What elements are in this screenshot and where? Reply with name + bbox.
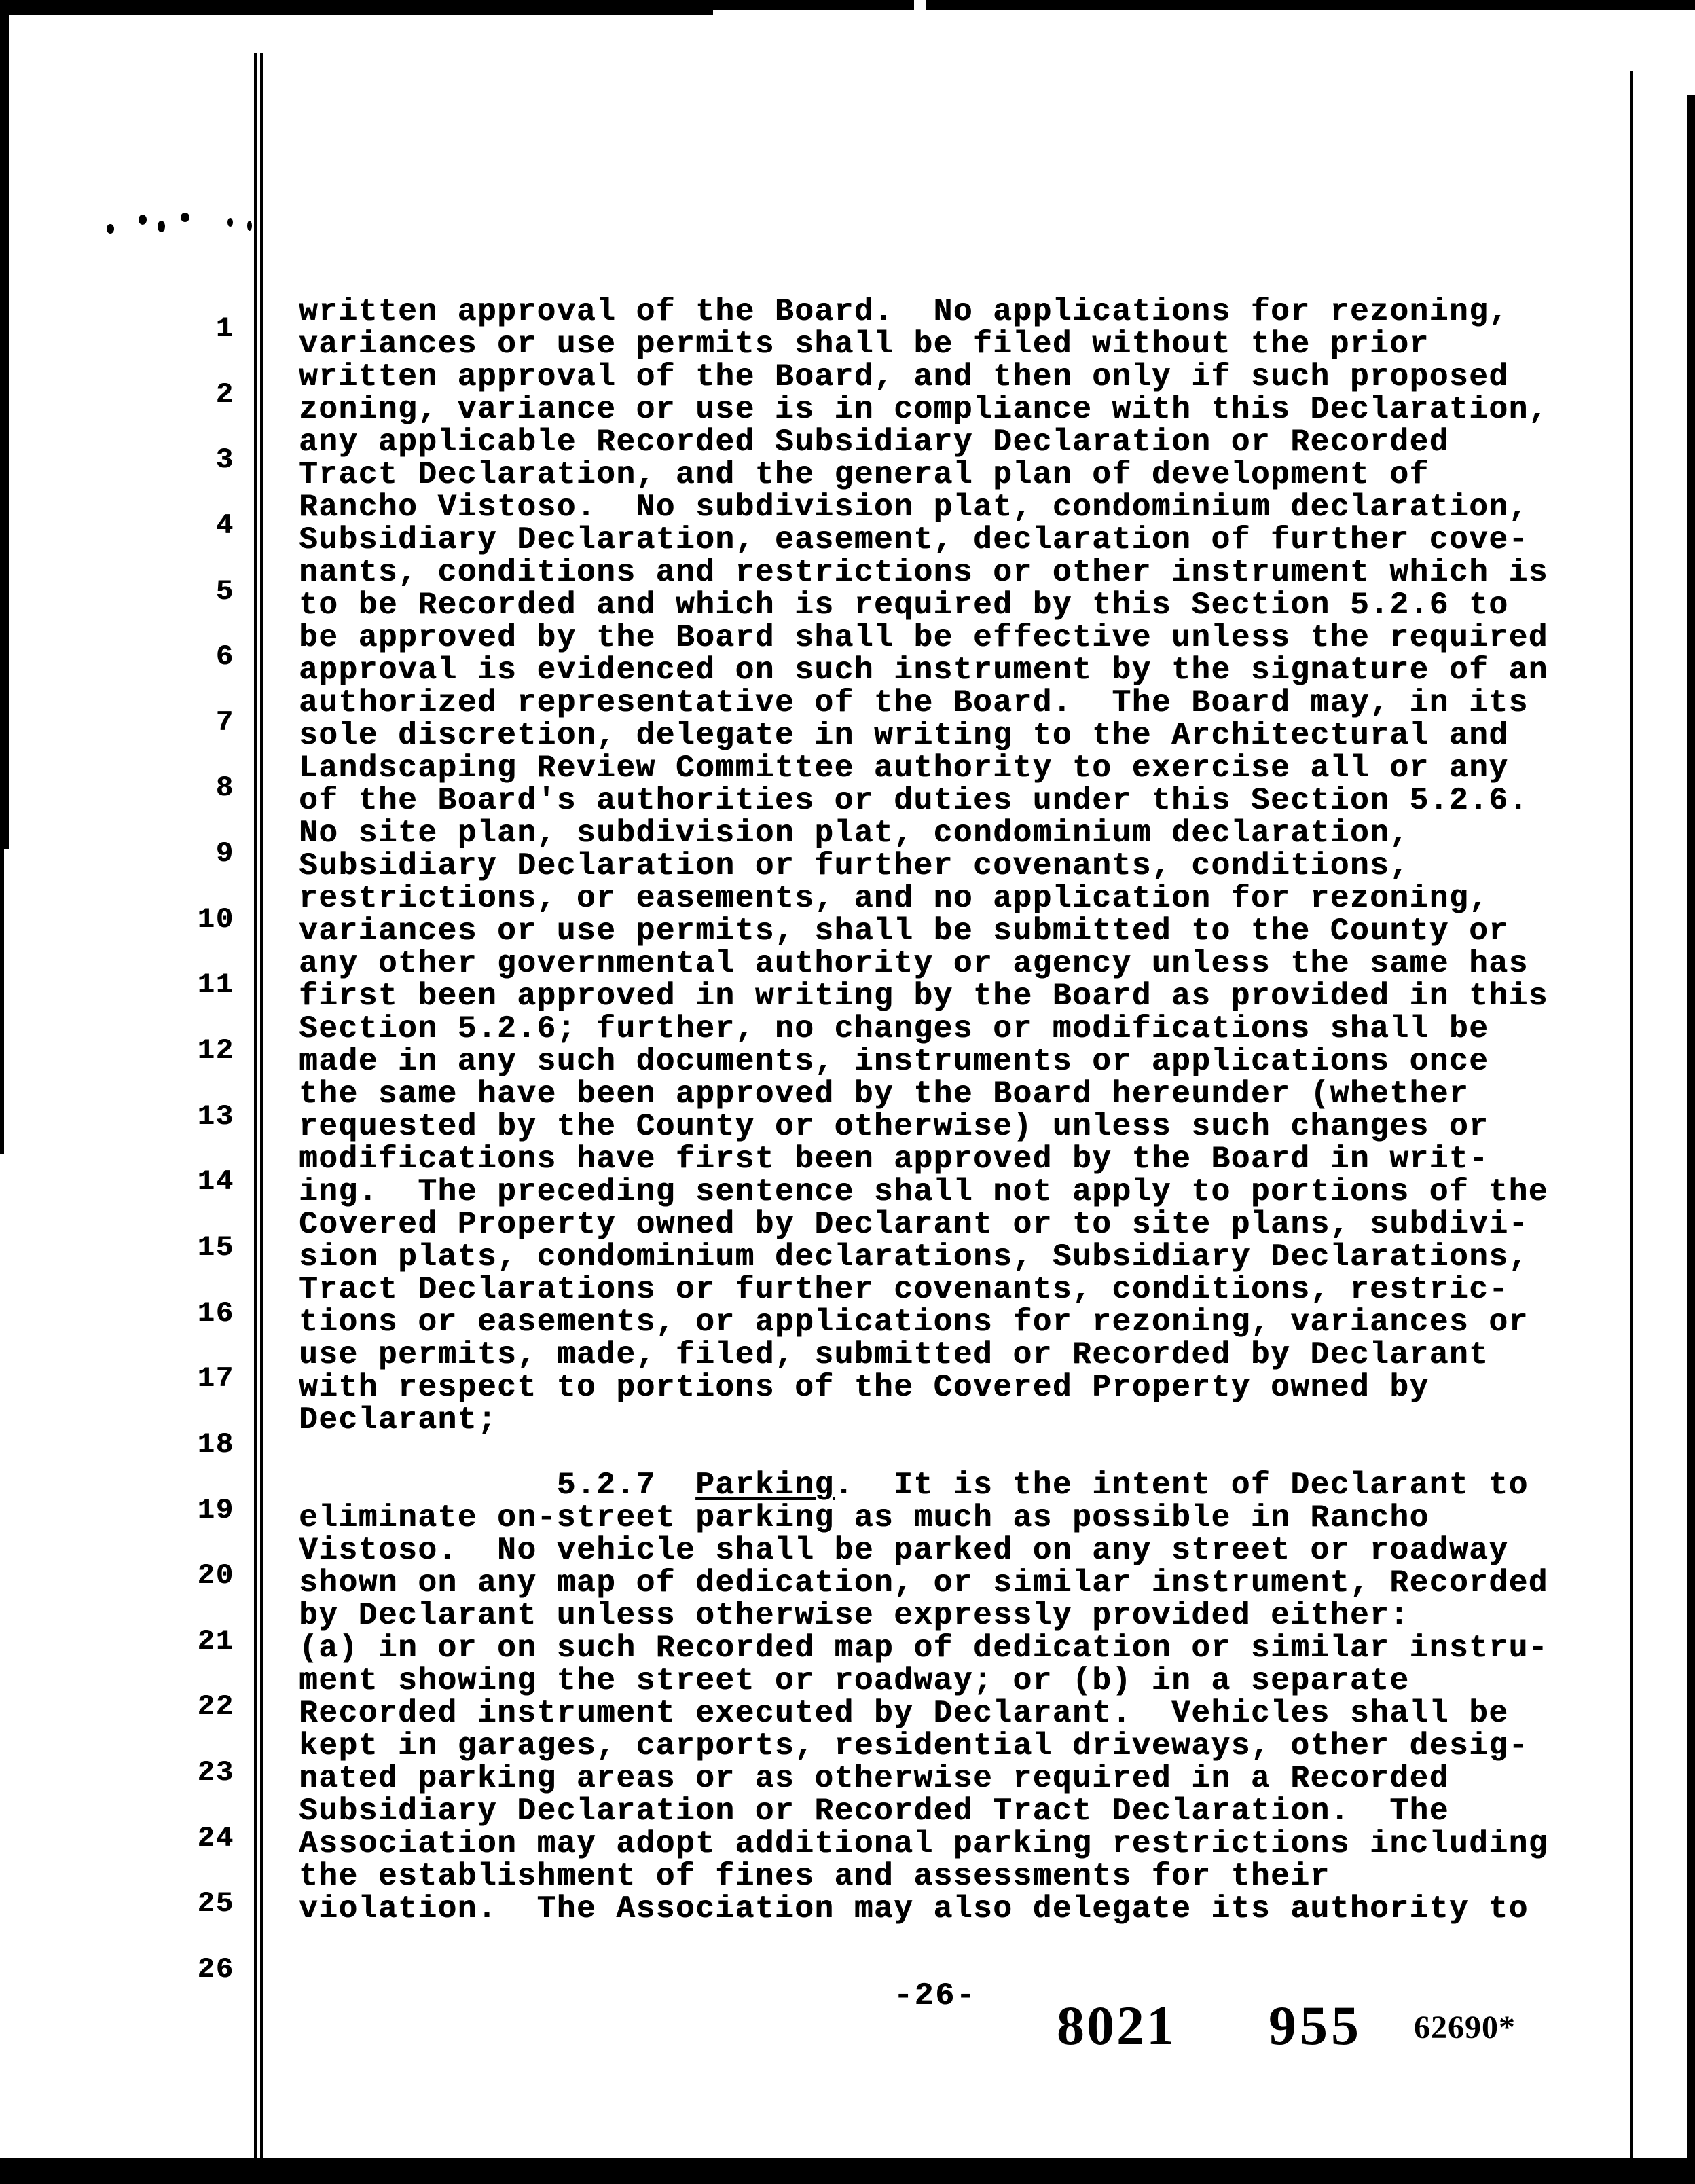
text-line: kept in garages, carports, residential driveways, other desig-	[299, 1728, 1529, 1764]
text-line: Declarant;	[299, 1402, 498, 1438]
text-line: nated parking areas or as otherwise required in a Recorded	[299, 1761, 1449, 1796]
document-body	[299, 295, 1589, 1925]
stamp-doc-code: 62690*	[1414, 2009, 1516, 2045]
text-line: tions or easements, or applications for rezoning, variances or	[299, 1305, 1529, 1340]
text-line: eliminate on-street parking as much as possible in Rancho	[299, 1500, 1429, 1535]
pleading-rule-left-inner	[260, 53, 263, 2158]
text-line: violation. The Association may also delegate its authority to	[299, 1891, 1529, 1927]
text-line: the establishment of fines and assessments for their	[299, 1859, 1330, 1894]
scan-edge-right	[1687, 95, 1695, 2184]
scan-edge-left-lower	[0, 849, 4, 1154]
line-number: 19	[197, 1494, 234, 1527]
text-line: variances or use permits, shall be submitted to the County or	[299, 913, 1509, 949]
line-number: 24	[197, 1822, 234, 1855]
text-line: by Declarant unless otherwise expressly provided either:	[299, 1598, 1410, 1633]
line-number: 14	[197, 1165, 234, 1198]
text-line: Vistoso. No vehicle shall be parked on any street or roadway	[299, 1533, 1509, 1568]
scan-dot	[139, 215, 147, 225]
text-line: with respect to portions of the Covered Property owned by	[299, 1370, 1429, 1405]
text-line: Covered Property owned by Declarant or to site plans, subdivi-	[299, 1207, 1529, 1242]
line-number: 26	[197, 1953, 234, 1986]
line-number: 20	[197, 1559, 234, 1592]
line-number: 13	[197, 1100, 234, 1133]
text-line: Association may adopt additional parking restrictions including	[299, 1826, 1548, 1861]
text-line: (a) in or on such Recorded map of dedication or similar instru-	[299, 1631, 1548, 1666]
text-line: variances or use permits shall be filed without the prior	[299, 327, 1429, 362]
text-line: ing. The preceding sentence shall not apply to portions of the	[299, 1174, 1548, 1209]
text-line: be approved by the Board shall be effective unless the required	[299, 620, 1548, 655]
scan-edge-left	[0, 0, 9, 849]
text-line: sole discretion, delegate in writing to the Architectural and	[299, 718, 1509, 753]
text-line: approval is evidenced on such instrument by the signature of an	[299, 653, 1548, 688]
stamp-page-number: 955	[1269, 1995, 1362, 2056]
scan-edge-bottom	[0, 2158, 1695, 2184]
text-line: authorized representative of the Board. The Board may, in its	[299, 685, 1529, 721]
text-line: any applicable Recorded Subsidiary Declaration or Recorded	[299, 424, 1449, 460]
line-number: 18	[197, 1428, 234, 1461]
line-number: 3	[215, 443, 234, 476]
text-line: made in any such documents, instruments or applications once	[299, 1044, 1489, 1079]
line-number: 6	[215, 640, 234, 673]
line-number: 22	[197, 1690, 234, 1723]
line-number: 12	[197, 1034, 234, 1067]
text-line	[299, 1469, 1589, 1502]
text-line	[299, 1436, 1589, 1469]
scan-edge-top-left	[0, 0, 713, 15]
text-line: of the Board's authorities or duties under this Section 5.2.6.	[299, 783, 1529, 818]
line-number: 16	[197, 1297, 234, 1330]
stamp-book-number: 8021	[1057, 1995, 1176, 2056]
section-heading-underlined: Parking	[695, 1468, 835, 1503]
text-line: ment showing the street or roadway; or (b) in a separate	[299, 1663, 1410, 1698]
line-number: 4	[215, 509, 234, 542]
scan-dot	[107, 224, 114, 234]
text-line: Subsidiary Declaration or further covenants, conditions,	[299, 848, 1410, 884]
text-line: Recorded instrument executed by Declarant. Vehicles shall be	[299, 1696, 1509, 1731]
text-line: zoning, variance or use is in compliance with this Declaration,	[299, 392, 1548, 427]
text-line: Section 5.2.6; further, no changes or modifications shall be	[299, 1011, 1489, 1046]
text-line: any other governmental authority or agency unless the same has	[299, 946, 1529, 981]
text-line: Tract Declarations or further covenants, conditions, restric-	[299, 1272, 1509, 1307]
text-line: use permits, made, filed, submitted or Recorded by Declarant	[299, 1337, 1489, 1372]
line-number: 10	[197, 903, 234, 936]
text-line: sion plats, condominium declarations, Subsidiary Declarations,	[299, 1239, 1529, 1275]
line-number: 5	[215, 575, 234, 608]
line-number: 23	[197, 1756, 234, 1789]
pleading-rule-left-outer	[254, 53, 257, 2158]
line-number: 1	[215, 312, 234, 345]
line-number: 7	[215, 706, 234, 739]
line-number: 11	[197, 968, 234, 1001]
text-line: shown on any map of dedication, or similar instrument, Recorded	[299, 1565, 1548, 1601]
line-number: 21	[197, 1625, 234, 1658]
text-line: restrictions, or easements, and no application for rezoning,	[299, 881, 1489, 916]
text-segment: . It is the intent of Declarant to	[834, 1468, 1529, 1503]
page-number: -26-	[894, 1978, 977, 2014]
scan-dot	[247, 221, 252, 231]
text-line: the same have been approved by the Board hereunder (whether	[299, 1076, 1470, 1112]
text-line: nants, conditions and restrictions or other instrument which is	[299, 555, 1548, 590]
text-segment: 5.2.7	[299, 1468, 696, 1503]
text-line: Subsidiary Declaration or Recorded Tract Declaration. The	[299, 1794, 1449, 1829]
text-line: Subsidiary Declaration, easement, declaration of further cove-	[299, 522, 1529, 558]
line-number: 2	[215, 378, 234, 411]
line-number: 15	[197, 1231, 234, 1264]
text-line: Tract Declaration, and the general plan of development of	[299, 457, 1429, 492]
text-line: to be Recorded and which is required by this Section 5.2.6 to	[299, 587, 1509, 623]
scan-edge-notch	[914, 0, 926, 15]
text-line: Landscaping Review Committee authority to exercise all or any	[299, 750, 1509, 786]
text-line: Rancho Vistoso. No subdivision plat, condominium declaration,	[299, 490, 1529, 525]
line-number: 17	[197, 1362, 234, 1395]
text-line: requested by the County or otherwise) unless such changes or	[299, 1109, 1489, 1144]
line-number: 25	[197, 1887, 234, 1920]
text-line: written approval of the Board, and then only if such proposed	[299, 359, 1509, 395]
text-line: modifications have first been approved by the Board in writ-	[299, 1142, 1489, 1177]
line-number: 9	[215, 837, 234, 870]
text-line: written approval of the Board. No applications for rezoning,	[299, 294, 1509, 329]
line-number: 8	[215, 771, 234, 804]
line-number-column	[155, 0, 234, 2184]
text-line: No site plan, subdivision plat, condominium declaration,	[299, 816, 1410, 851]
pleading-rule-right	[1630, 71, 1633, 2158]
text-line: first been approved in writing by the Board as provided in this	[299, 979, 1548, 1014]
